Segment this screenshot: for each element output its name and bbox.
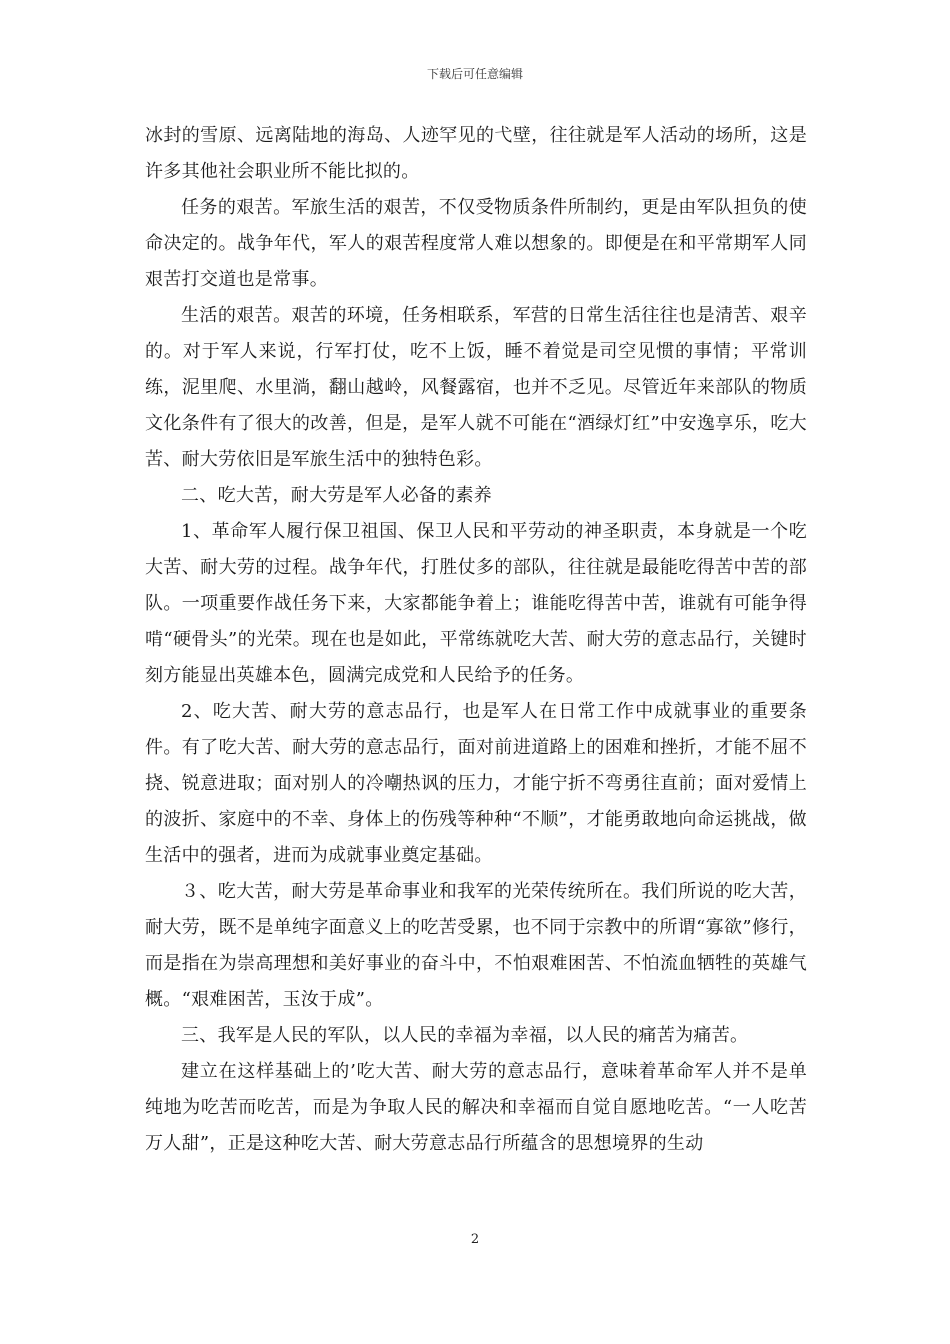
paragraph-life-hardship: 生活的艰苦。艰苦的环境，任务相联系，军营的日常生活往往也是清苦、艰辛的。对于军人来说，行军打仗，吃不上饭，睡不着觉是司空见惯的事情；平常训练，泥里爬、水里淌，翻山越岭，风餐露宿，也并不乏见。尽管近年来部队的物质文化条件有了很大的改善，但是，是军人就不可能在“酒绿灯红”中安逸享乐，吃大苦、耐大劳依旧是军旅生活中的独特色彩。 <box>145 305 807 470</box>
section-heading-3: 三、我军是人民的军队，以人民的幸福为幸福，以人民的痛苦为痛苦。 <box>181 1025 749 1046</box>
paragraph-continuation: 冰封的雪原、远离陆地的海岛、人迹罕见的弋壁，往往就是军人活动的场所，这是许多其他社会职业所不能比拟的。 <box>145 125 807 182</box>
section-heading-2: 二、吃大苦，耐大劳是军人必备的素养 <box>181 485 493 506</box>
page-number: 2 <box>470 1232 480 1247</box>
paragraph-point-2: 2、吃大苦、耐大劳的意志品行，也是军人在日常工作中成就事业的重要条件。有了吃大苦、耐大劳的意志品行，面对前进道路上的困难和挫折，才能不屈不挠、锐意进取；面对别人的冷嘲热讽的压力，才能宁折不弯勇往直前；面对爱情上的波折、家庭中的不幸、身体上的伤残等种种“不顺”，才能勇敢地向命运挑战，做生活中的强者，进而为成就事业奠定基础。 <box>145 701 807 866</box>
paragraph-point-1: 1、革命军人履行保卫祖国、保卫人民和平劳动的神圣职责，本身就是一个吃大苦、耐大劳的过程。战争年代，打胜仗多的部队，往往就是最能吃得苦中苦的部队。一项重要作战任务下来，大家都能争着上；谁能吃得苦中苦，谁就有可能争得啃“硬骨头”的光荣。现在也是如此，平常练就吃大苦、耐大劳的意志品行，关键时刻方能显出英雄本色，圆满完成党和人民给予的任务。 <box>145 521 807 686</box>
paragraph-task-hardship: 任务的艰苦。军旅生活的艰苦，不仅受物质条件所制约，更是由军队担负的使命决定的。战争年代，军人的艰苦程度常人难以想象的。即便是在和平常期军人同艰苦打交道也是常事。 <box>145 197 807 290</box>
paragraph-foundation: 建立在这样基础上的’吃大苦、耐大劳的意志品行，意味着革命军人并不是单纯地为吃苦而吃苦，而是为争取人民的解决和幸福而自觉自愿地吃苦。“一人吃苦万人甜”，正是这种吃大苦、耐大劳意志品行所蕴含的思想境界的生动 <box>145 1061 807 1154</box>
document-body <box>145 118 807 1162</box>
paragraph-point-3: ３、吃大苦，耐大劳是革命事业和我军的光荣传统所在。我们所说的吃大苦，耐大劳，既不是单纯字面意义上的吃苦受累，也不同于宗教中的所谓“寡欲”修行，而是指在为崇高理想和美好事业的奋斗中，不怕艰难困苦、不怕流血牺牲的英雄气概。“艰难困苦，玉汝于成”。 <box>145 881 807 1010</box>
page-header: 下载后可任意编辑 <box>426 67 523 81</box>
